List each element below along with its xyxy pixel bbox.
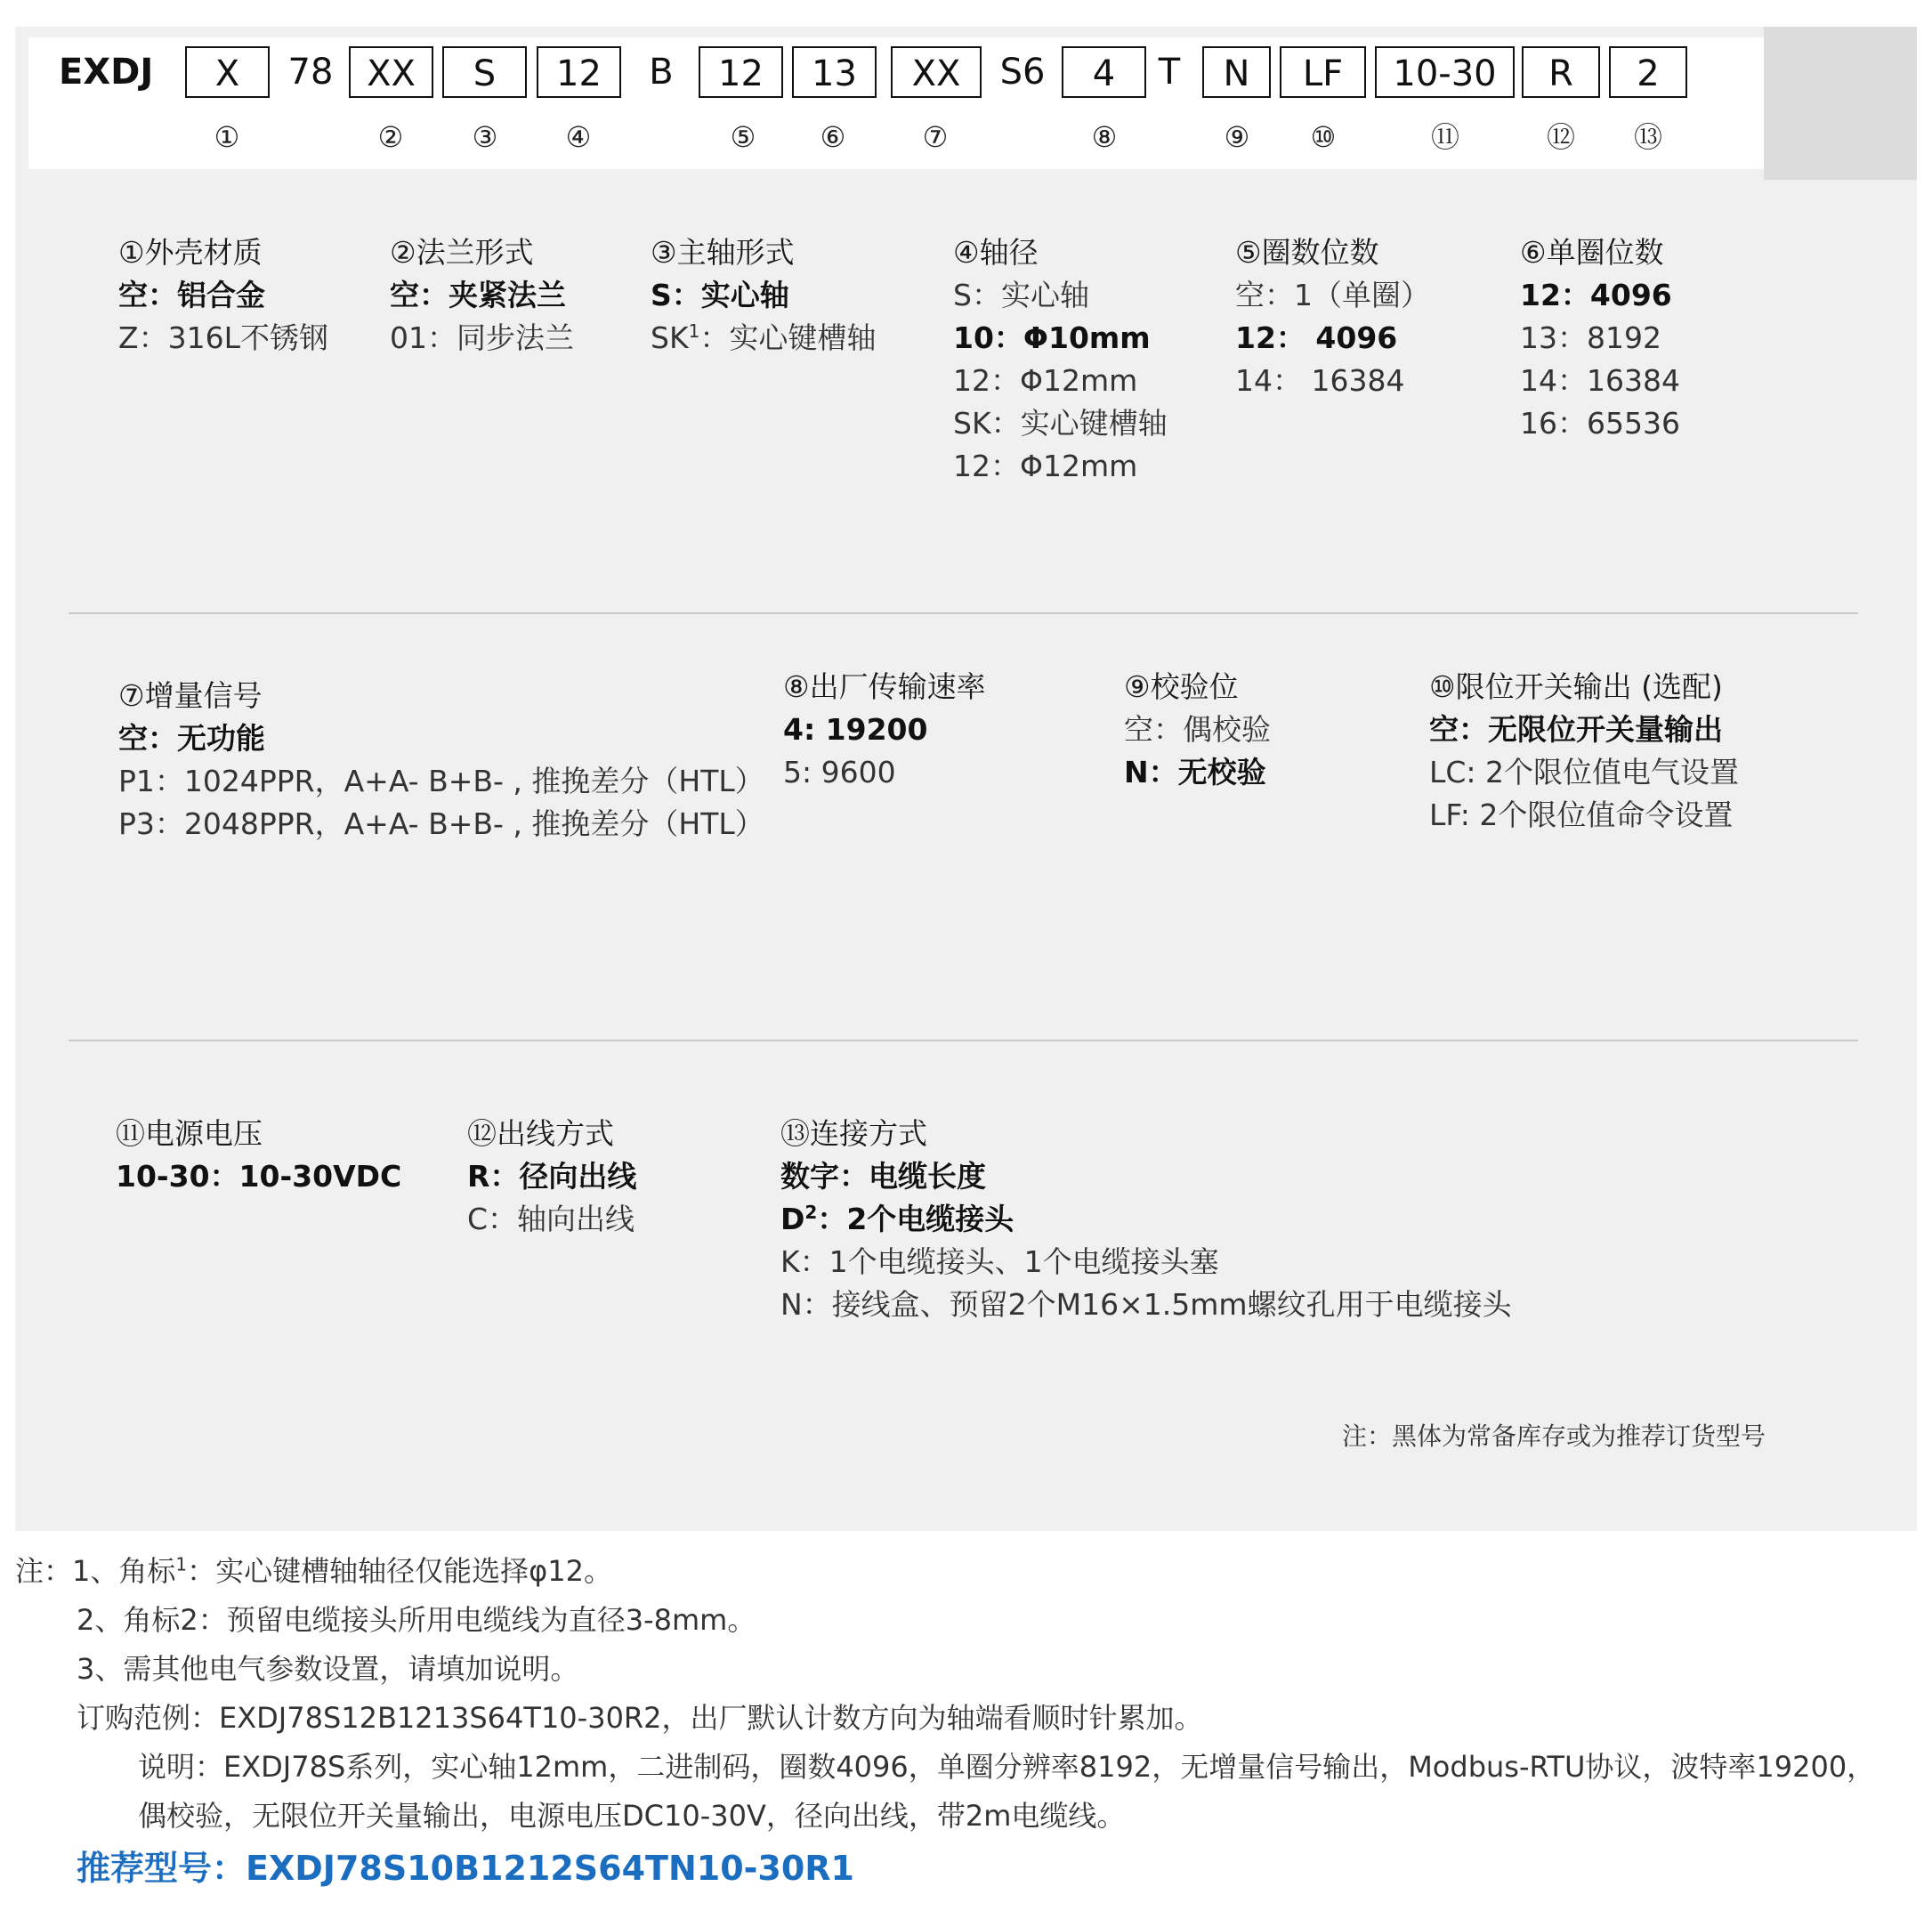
marker-4: ④: [565, 120, 592, 154]
option-default: R：径向出线: [467, 1159, 637, 1194]
option: K：1个电缆接头、1个电缆接头塞: [780, 1244, 1219, 1279]
option-default: 空：无限位开关量输出: [1429, 712, 1723, 747]
code-slot-4: 12: [537, 46, 621, 98]
code-slot-6: 13: [792, 46, 877, 98]
spec-incremental-signal: [118, 675, 764, 846]
option: S：实心轴: [953, 278, 1089, 312]
code-fixed-t: T: [1158, 52, 1181, 93]
spec-shaft-diameter: [953, 231, 1168, 488]
footnote-mark: 2: [804, 1202, 818, 1223]
spec-supply-voltage: [116, 1113, 401, 1198]
code-fixed-78: 78: [287, 52, 334, 93]
option: LC: 2个限位值电气设置: [1429, 755, 1740, 789]
marker-5: ⑤: [730, 120, 756, 154]
recommended-model: 推荐型号：EXDJ78S10B1212S64TN10-30R1: [77, 1849, 855, 1888]
group-title: ⑨校验位: [1124, 669, 1239, 704]
spec-cable-exit: [467, 1113, 636, 1241]
option: Z：316L不锈钢: [118, 320, 328, 355]
code-fixed-b: B: [649, 52, 674, 93]
spec-turn-bits: [1235, 231, 1430, 402]
option-default: 数字：电缆长度: [780, 1159, 986, 1194]
option: 12：Φ12mm: [953, 449, 1138, 483]
option: 16：65536: [1520, 406, 1680, 441]
code-slot-9: N: [1202, 46, 1271, 98]
spec-shaft-type: [651, 231, 876, 360]
code-fixed-s6: S6: [999, 52, 1046, 93]
code-slot-13: 2: [1609, 46, 1687, 98]
code-slot-12: R: [1522, 46, 1600, 98]
option: 空：1（单圈）: [1235, 278, 1430, 312]
option-code: SK: [651, 320, 689, 355]
option: 14：16384: [1520, 363, 1680, 398]
option-default: 10-30：10-30VDC: [116, 1159, 402, 1194]
note-1: [15, 1547, 612, 1596]
code-slot-8: 4: [1062, 46, 1146, 98]
code-slot-10: LF: [1280, 46, 1366, 98]
option-default: 12：4096: [1520, 278, 1672, 312]
group-title: ⑫出线方式: [467, 1116, 614, 1151]
option-default: 4: 19200: [783, 712, 928, 747]
option: C：轴向出线: [467, 1202, 635, 1236]
footnote-mark: 1: [175, 1553, 188, 1575]
option-code: D: [780, 1202, 805, 1236]
marker-2: ②: [377, 120, 404, 154]
option-default: 12： 4096: [1235, 320, 1398, 355]
spec-flange-type: [390, 231, 574, 360]
option-default: 空：铝合金: [118, 278, 265, 312]
code-slot-5: 12: [699, 46, 783, 98]
footnote-mark: 1: [688, 320, 700, 342]
marker-3: ③: [472, 120, 498, 154]
option: P3：2048PPR，A+A- B+B- , 推挽差分（HTL）: [118, 806, 764, 841]
code-slot-3: S: [442, 46, 527, 98]
spec-connection: [780, 1113, 1512, 1326]
marker-6: ⑥: [820, 120, 846, 154]
code-slot-11: 10-30: [1375, 46, 1515, 98]
option: 01：同步法兰: [390, 320, 574, 355]
option-default: S：实心轴: [651, 278, 789, 312]
section-divider: [69, 1040, 1858, 1041]
group-title: ⑩限位开关输出 (选配): [1429, 669, 1723, 704]
option-default: 空：夹紧法兰: [390, 278, 566, 312]
panel-note: 注：黑体为常备库存或为推荐订货型号: [1342, 1421, 1766, 1451]
group-title: ⑪电源电压: [116, 1116, 263, 1151]
option-text: ：实心键槽轴: [699, 320, 877, 355]
group-title: ⑤圈数位数: [1235, 235, 1379, 270]
option: 空：偶校验: [1124, 712, 1271, 747]
spec-baud-rate: [783, 666, 986, 794]
option-default: [780, 1198, 1512, 1241]
code-prefix: EXDJ: [59, 52, 154, 93]
note-2: 2、角标2：预留电缆接头所用电缆线为直径3-8mm。: [77, 1603, 756, 1637]
group-title: ⑬连接方式: [780, 1116, 927, 1151]
marker-7: ⑦: [922, 120, 949, 154]
header-accent-strip: [1764, 27, 1917, 180]
option: 12：Φ12mm: [953, 363, 1138, 398]
option-text: ：2个电缆接头: [817, 1202, 1015, 1236]
group-title: ④轴径: [953, 235, 1039, 270]
note-1-prefix: 注：1、角标: [15, 1554, 176, 1588]
group-title: ①外壳材质: [118, 235, 263, 270]
section-divider: [69, 612, 1858, 614]
option: SK：实心键槽轴: [953, 406, 1168, 441]
spec-housing-material: [118, 231, 328, 360]
group-title: ⑦增量信号: [118, 678, 263, 713]
marker-11: ⑪: [1430, 120, 1459, 154]
note-1-text: ：实心键槽轴轴径仅能选择φ12。: [187, 1554, 612, 1588]
note-3: 3、需其他电气参数设置，请填加说明。: [77, 1652, 579, 1686]
group-title: ⑧出厂传输速率: [783, 669, 986, 704]
marker-1: ①: [214, 120, 240, 154]
group-title: ②法兰形式: [390, 235, 534, 270]
spec-singleturn-bits: [1520, 231, 1680, 445]
option: [651, 317, 876, 360]
marker-10: ⑩: [1310, 120, 1337, 154]
code-slot-2: XX: [349, 46, 433, 98]
option: N：接线盒、预留2个M16×1.5mm螺纹孔用于电缆接头: [780, 1287, 1512, 1322]
marker-12: ⑫: [1546, 120, 1575, 154]
marker-9: ⑨: [1224, 120, 1250, 154]
spec-parity: [1124, 666, 1271, 794]
option-default: 空：无功能: [118, 721, 265, 756]
order-example-explanation-cont: 偶校验，无限位开关量输出，电源电压DC10-30V，径向出线，带2m电缆线。: [138, 1799, 1126, 1833]
group-title: ③主轴形式: [651, 235, 795, 270]
option: 13：8192: [1520, 320, 1661, 355]
option-default: 10：Φ10mm: [953, 320, 1151, 355]
option: 5: 9600: [783, 755, 896, 789]
marker-13: ⑬: [1633, 120, 1662, 154]
option: LF: 2个限位值命令设置: [1429, 798, 1734, 832]
option-default: N：无校验: [1124, 755, 1266, 789]
order-example: 订购范例：EXDJ78S12B1213S64T10-30R2，出厂默认计数方向为轴端看顺时针累加。: [77, 1701, 1203, 1735]
group-title: ⑥单圈位数: [1520, 235, 1664, 270]
order-example-explanation: 说明：EXDJ78S系列，实心轴12mm，二进制码，圈数4096，单圈分辨率8192，无增量信号输出，Modbus-RTU协议，波特率19200，: [138, 1750, 1876, 1784]
code-slot-7: XX: [891, 46, 982, 98]
spec-limit-switch: [1429, 666, 1739, 837]
option: 14： 16384: [1235, 363, 1405, 398]
option: P1：1024PPR，A+A- B+B- , 推挽差分（HTL）: [118, 764, 764, 798]
code-slot-1: X: [185, 46, 270, 98]
marker-8: ⑧: [1091, 120, 1118, 154]
